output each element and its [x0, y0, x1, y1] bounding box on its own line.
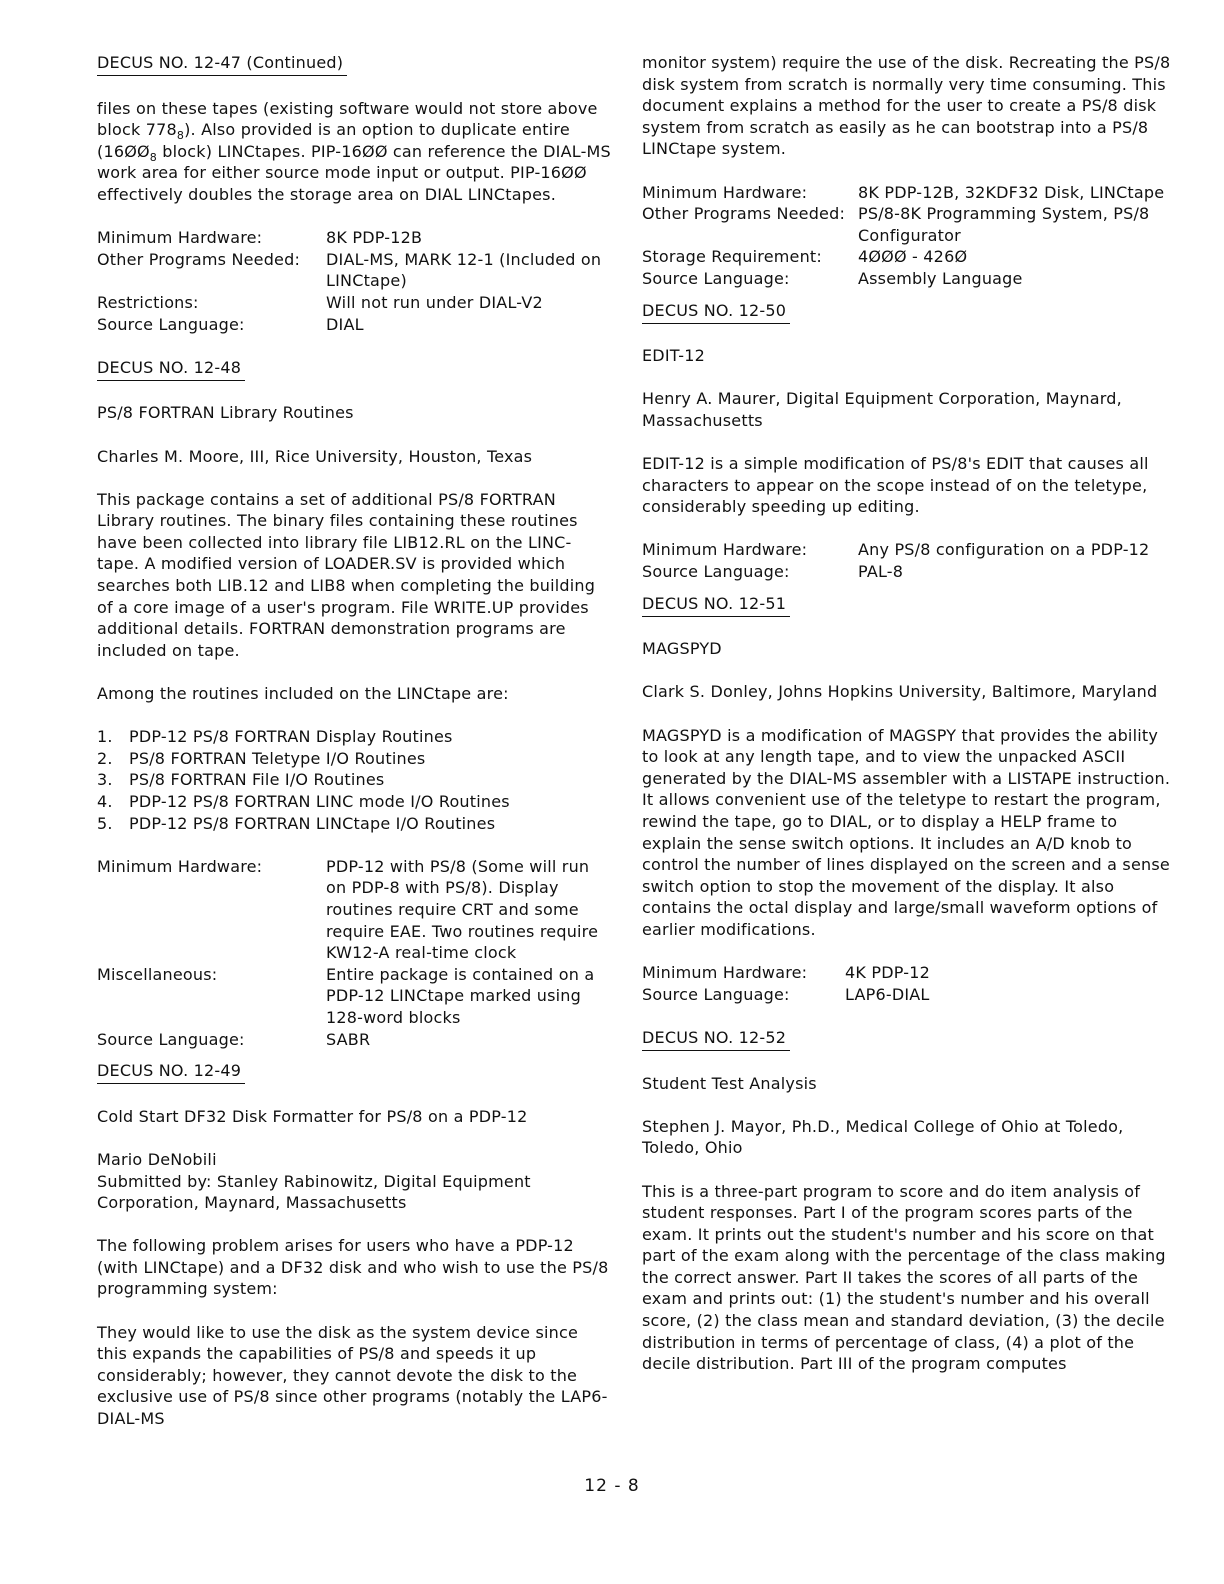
specs-12-48: [97, 856, 612, 1050]
list-item: 5. PDP-12 PS/8 FORTRAN LINCtape I/O Routines: [97, 813, 496, 833]
entry-description: MAGSPYD is a modification of MAGSPY that provides the ability to look at any length tape, and to view the unpacked ASCII generated by the DIAL-MS assembler with a LISTAPE instruction. It allows convenient use of the teletype to restart the program, rewind the tape, go to DIAL, or to display a HELP frame to explain the sense switch options. It includes an A/D knob to control the number of lines displayed on the screen and a sense switch option to stop the movement of the display. It also contains the octal display and large/small waveform options of earlier modifications.: [642, 725, 1171, 939]
spec-row: Storage Requirement: 4ØØØ - 426Ø: [642, 247, 968, 267]
continued-paragraph: files on these tapes (existing software would not store above block $778_8$). Also provided is an option to duplicate entire ($16ØØ_8$ block) LINCtapes. PIP-16ØØ can reference the DIAL-MS work area for either source mode input or output. PIP-16ØØ effectively doubles the storage area on DIAL LINCtapes.: [97, 98, 611, 204]
section-heading-12-52: DECUS NO. 12-52: [642, 1027, 790, 1051]
spec-row: Minimum Hardware: 8K PDP-12B: [97, 228, 423, 248]
routine-list: [97, 726, 612, 834]
right-column: [642, 52, 1172, 1375]
specs-12-50: [642, 539, 1172, 582]
entry-description: EDIT-12 is a simple modification of PS/8's EDIT that causes all characters to appear on the scope instead of on the teletype, considerably speeding up editing.: [642, 454, 1149, 517]
entry-title: Student Test Analysis: [642, 1073, 817, 1093]
entry-author: Stephen J. Mayor, Ph.D., Medical College of Ohio at Toledo, Toledo, Ohio: [642, 1116, 1124, 1158]
spec-row: Source Language: LAP6-DIAL: [642, 984, 930, 1004]
section-heading-12-49: DECUS NO. 12-49: [97, 1060, 245, 1084]
spec-row: Source Language: PAL-8: [642, 562, 904, 582]
entry-description-continued: monitor system) require the use of the disk. Recreating the PS/8 disk system from scratch is normally very time consuming. This document explains a method for the user to create a PS/8 disk system from scratch as easily as he can bootstrap into a PS/8 LINCtape system.: [642, 53, 1171, 159]
specs-12-47: [97, 227, 612, 335]
entry-description: This package contains a set of additional PS/8 FORTRAN Library routines. The binary files containing these routines have been collected into library file LIB12.RL on the LINC-tape. A modified version of LOADER.SV is provided which searches both LIB.12 and LIB8 when completing the building of a core image of a user's program. File WRITE.UP provides additional details. FORTRAN demonstration programs are included on tape.: [97, 489, 596, 660]
section-heading-12-51: DECUS NO. 12-51: [642, 593, 790, 617]
page-number: 12 - 8: [584, 1476, 640, 1496]
spec-row: Source Language: DIAL: [97, 314, 364, 334]
spec-row: Miscellaneous: Entire package is contained on a PDP-12 LINCtape marked using 128-word blocks: [97, 964, 595, 1027]
list-intro: Among the routines included on the LINCtape are:: [97, 684, 509, 704]
spec-row: Minimum Hardware: 8K PDP-12B, 32KDF32 Disk, LINCtape: [642, 182, 1165, 202]
list-item: 3. PS/8 FORTRAN File I/O Routines: [97, 770, 385, 790]
section-heading-12-48: DECUS NO. 12-48: [97, 357, 245, 381]
entry-description: They would like to use the disk as the system device since this expands the capabilities of PS/8 and speeds it up considerably; however, they cannot devote the disk to the exclusive use of PS/8 since other programs (notably the LAP6-DIAL-MS: [97, 1322, 608, 1429]
entry-title: Cold Start DF32 Disk Formatter for PS/8 on a PDP-12: [97, 1106, 528, 1126]
entry-title: MAGSPYD: [642, 639, 722, 659]
entry-description: This is a three-part program to score and do item analysis of student responses. Part I of the program scores parts of the exam. It prints out the student's number and his score on that part of the exam along with the percentage of the class making the correct answer. Part II takes the scores of all parts of the exam and prints out: (1) the student's number and his overall score, (2) the class mean and standard deviation, (3) the decile distribution in terms of percentage of class, (4) a plot of the decile distribution. Part III of the program computes: [642, 1181, 1166, 1374]
entry-submitter: Submitted by: Stanley Rabinowitz, Digital Equipment Corporation, Maynard, Massachusetts: [97, 1171, 531, 1213]
list-item: 4. PDP-12 PS/8 FORTRAN LINC mode I/O Routines: [97, 792, 510, 811]
specs-12-49: [642, 182, 1172, 290]
entry-description: The following problem arises for users who have a PDP-12 (with LINCtape) and a DF32 disk and who wish to use the PS/8 programming system:: [97, 1236, 609, 1299]
entry-author: Clark S. Donley, Johns Hopkins University, Baltimore, Maryland: [642, 682, 1158, 702]
spec-row: Other Programs Needed: DIAL-MS, MARK 12-1 (Included on LINCtape): [97, 249, 602, 291]
specs-12-51: [642, 962, 1172, 1005]
spec-row: Minimum Hardware: PDP-12 with PS/8 (Some will run on PDP-8 with PS/8). Display routines require CRT and some require EAE. Two routines require KW12-A real-time clock: [97, 856, 599, 963]
spec-row: Source Language: SABR: [97, 1029, 371, 1049]
list-item: 1. PDP-12 PS/8 FORTRAN Display Routines: [97, 727, 453, 747]
list-item: 2. PS/8 FORTRAN Teletype I/O Routines: [97, 748, 426, 768]
section-heading-12-50: DECUS NO. 12-50: [642, 300, 790, 324]
entry-author: Henry A. Maurer, Digital Equipment Corporation, Maynard, Massachusetts: [642, 389, 1122, 430]
spec-row: Minimum Hardware: Any PS/8 configuration on a PDP-12: [642, 540, 1150, 560]
spec-row: Source Language: Assembly Language: [642, 268, 1023, 288]
entry-author: Charles M. Moore, III, Rice University, Houston, Texas: [97, 446, 533, 466]
section-heading-12-47-continued: DECUS NO. 12-47 (Continued): [97, 52, 347, 76]
left-column: [97, 52, 612, 1430]
spec-row: Other Programs Needed: PS/8-8K Programming System, PS/8 Configurator: [642, 204, 1150, 245]
spec-row: Minimum Hardware: 4K PDP-12: [642, 963, 930, 983]
spec-row: Restrictions: Will not run under DIAL-V2: [97, 292, 543, 312]
entry-author: Mario DeNobili: [97, 1149, 217, 1169]
entry-title: EDIT-12: [642, 346, 705, 366]
entry-title: PS/8 FORTRAN Library Routines: [97, 403, 354, 423]
